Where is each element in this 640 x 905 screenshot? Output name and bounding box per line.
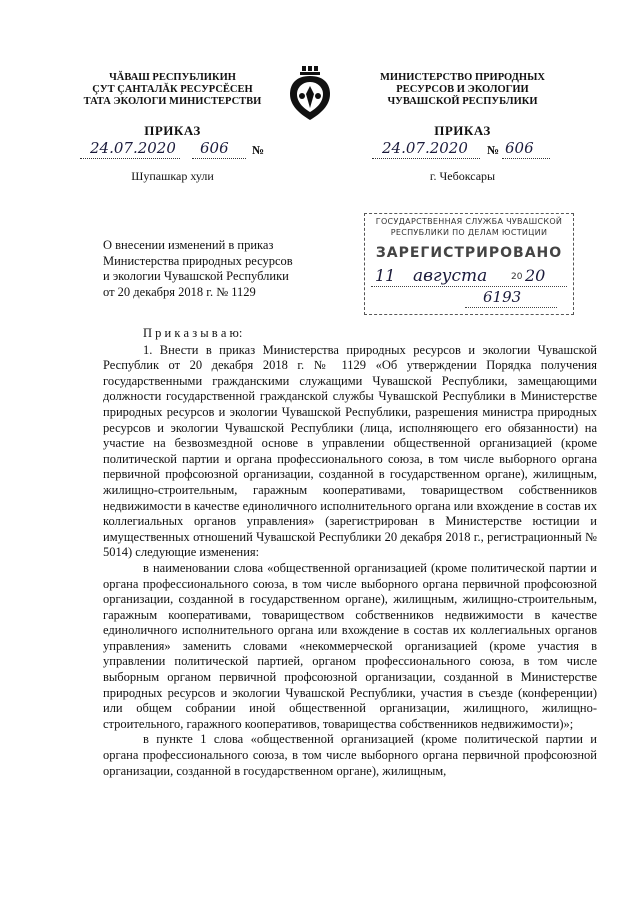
order-intro: П р и к а з ы в а ю: [143, 326, 243, 340]
stamp-reg-number: 6193 [483, 288, 522, 306]
stamp-year: 20 [525, 266, 546, 285]
ministry-name-chuvash [60, 72, 285, 108]
header-right-line: МИНИСТЕРСТВО ПРИРОДНЫХ [380, 72, 545, 83]
registration-stamp [364, 213, 574, 315]
underline [80, 158, 180, 159]
underline [372, 158, 480, 159]
stamp-month: августа [413, 266, 488, 286]
subject-line: О внесении изменений в приказ [103, 238, 274, 252]
stamp-day: 11 [375, 266, 396, 285]
coat-of-arms-icon [286, 64, 334, 122]
number-sign-left: № [252, 143, 265, 157]
ministry-name-russian [350, 72, 575, 108]
order-title-right: ПРИКАЗ [434, 123, 491, 138]
order-date-number-left [80, 139, 290, 163]
city-chuvash: Шупашкар хули [131, 169, 214, 183]
order-date-number-right [372, 139, 582, 163]
underline [502, 158, 550, 159]
subject-line: от 20 декабря 2018 г. № 1129 [103, 284, 256, 299]
order-number-left: 606 [200, 139, 229, 157]
header-left-line: ЧĂВАШ РЕСПУБЛИКИН [109, 72, 236, 83]
number-sign-right: № [487, 143, 500, 157]
header-left-line: ÇУТ ÇАНТАЛĂК РЕСУРСĔСЕН [92, 84, 253, 95]
subject-line: и экологии Чувашской Республики [103, 269, 289, 283]
city-russian: г. Чебоксары [429, 169, 496, 183]
paragraph-3: в пункте 1 слова «общественной организацией (кроме политической партии и органа профессионального союза, в том числе выборного органа первичной профсоюзной организации, созданной в государственном органе), жилищным, [103, 732, 597, 778]
underline [192, 158, 246, 159]
header-left-line: ТАТА ЭКОЛОГИ МИНИСТЕРСТВИ [83, 96, 262, 107]
paragraph-2: в наименовании слова «общественной организацией (кроме политической партии и органа профессионального союза, в том числе выборного органа первичной профсоюзной организации, созданной в государственном органе), жилищным, жилищно-строительным, гаражным кооперативами, товариществом собственников недвижимости в качестве единоличного исполнительного органа или вхождение в состав их коллегиальных органов управления» заменить словами «некоммерческой организацией (кроме участия в управлении политической партией, органом профессионального союза, в том числе выборным органом первичной профсоюзной организации, созданной в Министерстве природных ресурсов и экологии Чувашской Республики, участия в съезде (конференции) или общем собрании иной общественной организации, жилищного, жилищно-строительного, гаражного кооперативов, товарищества собственников недвижимости)»; [103, 560, 597, 731]
underline [371, 286, 567, 287]
stamp-agency-line: РЕСПУБЛИКИ ПО ДЕЛАМ ЮСТИЦИИ [390, 228, 548, 237]
subject-line: Министерства природных ресурсов [103, 253, 293, 268]
order-date-left: 24.07.2020 [90, 139, 176, 157]
order-title-left: ПРИКАЗ [144, 123, 201, 138]
paragraph-1: 1. Внести в приказ Министерства природных ресурсов и экологии Чувашской Республик от 20 декабря 2018 г. № 1129 «Об утверждении Порядка получения государственными гражданскими служащими Чувашской Республики, замещающими должности государственной гражданской службы Чувашской Республики в Министерстве природных ресурсов и экологии Чувашской Республики, разрешения министра природных ресурсов и экологии Чувашской Республики (лица, исполняющего его обязанности) на участие на безвозмездной основе в управлении общественной организацией (кроме политической партии и органа профессионального союза, в том числе выборного органа первичной профсоюзной организации, созданной в государственном органе), жилищным, жилищно-строительным, гаражным кооперативами, товариществом собственников недвижимости в качестве единоличного исполнительного органа или вхождение в состав их коллегиальных органов управления» (зарегистрирован в Министерстве юстиции и имущественных отношений Чувашской Республики 20 декабря 2018 г., регистрационный № 5014) следующие изменения: [103, 342, 597, 560]
order-number-right: 606 [505, 139, 534, 157]
order-subject [103, 238, 318, 300]
stamp-registered-label: ЗАРЕГИСТРИРОВАНО [375, 245, 563, 261]
stamp-agency-line: ГОСУДАРСТВЕННАЯ СЛУЖБА ЧУВАШСКОЙ [375, 217, 563, 226]
order-date-right: 24.07.2020 [382, 139, 468, 157]
stamp-year-prefix: 20 [511, 272, 523, 282]
order-body [103, 326, 597, 779]
underline [465, 307, 557, 308]
header-right-line: ЧУВАШСКОЙ РЕСПУБЛИКИ [387, 96, 538, 107]
header-right-line: РЕСУРСОВ И ЭКОЛОГИИ [396, 84, 529, 95]
